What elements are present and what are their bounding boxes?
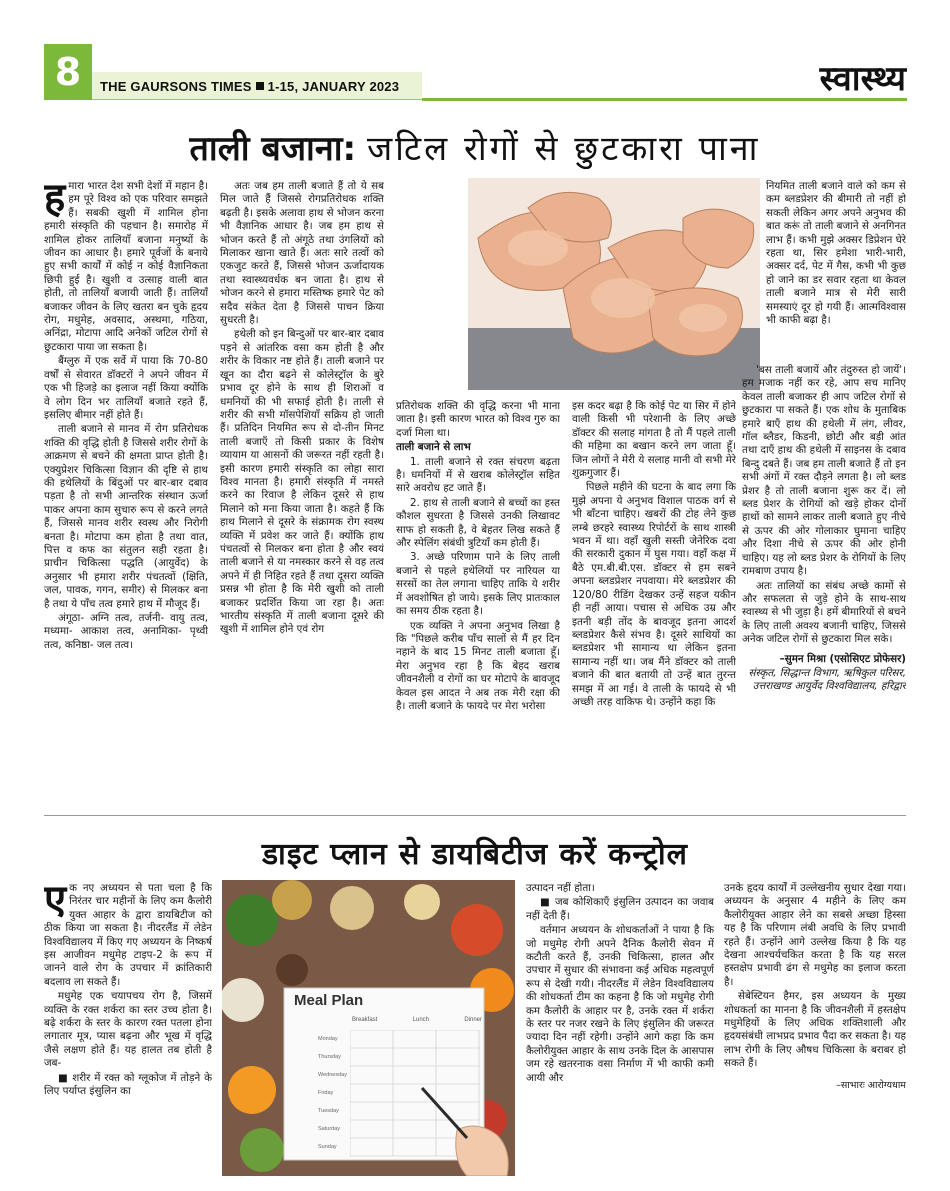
subheading: ताली बजाने से लाभ xyxy=(396,441,471,454)
article1-column-4 xyxy=(572,400,736,800)
article-separator xyxy=(44,815,906,816)
paragraph: ■ शरीर में रक्त को ग्लूकोज में तोड़ने के लिए पर्याप्त इंसुलिन का xyxy=(44,1071,212,1098)
page-number: 8 xyxy=(44,44,92,100)
paragraph: मधुमेह एक चयापचय रोग है, जिसमें व्यक्ति के रक्त शर्करा का स्तर उच्च होता है। बढ़े शर्करा के स्तर के कारण रक्त पतला होना लगातार मूत्र, प्यास बढ़ना और भूख में वृद्धि जैसे लक्षण होते हैं। यह हालत तब होती है जब- xyxy=(44,990,212,1070)
masthead xyxy=(100,79,399,94)
meal-column: Breakfast xyxy=(352,1017,378,1023)
paragraph: पिछले महीने की घटना के बाद लगा कि मुझे अपना ये अनुभव विशाल पाठक वर्ग से भी बाँटना चाहिए। खबरों की टोह लेने कुछ लम्बे छरहरे स्वास्थ्य रिपोर्टरों के साथ शास्त्री भवन में था। वहाँ खुली सस्ती जेनेरिक दवा की सरकारी दुकान में घुस गया। वहाँ कक्ष में बैठे एम.बी.बी.एस. डॉक्टर से हम सबने अपना ब्लडप्रेशर नपवाया। मेरे ब्लडप्रेशर की 120/80 रीडिंग देखकर उन्हें सहज यकीन ही नहीं आया। पचास से अधिक उम्र और इतनी बड़ी तोंद के बावजूद इतना आदर्श ब्लडप्रेशर कैसे संभव है। दूसरे साथियों का ब्लडप्रेशर भी सामान्य था लेकिन इतना सामान्य नहीं था। जब मैंने डॉक्टर को ताली बजाने की बात बतायी तो उन्हें बात तुरन्त समझ में आ गई। वे ताली के फायदे से भी अच्छी तरह वाकिफ थे। उन्होंने कहा कि xyxy=(572,481,736,708)
meal-day: Wednesday xyxy=(318,1072,347,1078)
paragraph: वर्तमान अध्ययन के शोधकर्ताओं ने पाया है कि जो मधुमेह रोगी अपने दैनिक कैलोरी सेवन में कटौती करते हैं, उनकी चिकित्सा, हालत और उपचार में सुधार की संभावना कई अधिक महत्वपूर्ण रूप से देखी गयी। नीदरलैंड में लेडेन विश्वविद्यालय की शोधकर्ता टीम का कहना है कि जो मधुमेह रोगी कम कैलोरी के आहार पर है, उनके रक्त में शर्करा के स्तर पर नजर रखने के लिए इंसुलिन की जरूरत ज्यादा दिन नहीं रहेगी। उन्होंने आगे कहा कि कम कैलोरीयुक्त आहार के साथ उनके दिल के आसपास जम रहे खतरनाक वसा निर्माण में भी काफी कमी आयी और xyxy=(526,924,714,1084)
paragraph: एक नए अध्ययन से पता चला है कि निरंतर चार महीनों के लिए कम कैलोरी युक्त आहार के द्वारा डायबिटीज को ठीक किया जा सकता है। नीदरलैंड में लेडेन विश्वविद्यालय में किए गए अध्ययन के निष्कर्ष इस आजीवन मधुमेह टाइप-2 के रूप में जानने वाले रोग के उपचार में क्रांतिकारी बदलाव ला सकते हैं। xyxy=(44,882,212,988)
clapping-hands-photo xyxy=(468,178,760,390)
paragraph: अतः तालियों का संबंध अच्छे कामों से और सफलता से जुड़े होने के साथ-साथ स्वास्थ्य से भी जुड़ा है। हमें बीमारियों से बचने के लिए ताली अवश्य बजानी चाहिए, जिससे अनेक जटिल रोगों से छुटकारा मिल सके। xyxy=(742,579,906,646)
meal-column: Dinner xyxy=(464,1017,482,1023)
meal-plan-title: Meal Plan xyxy=(294,992,364,1009)
paragraph: हमारा भारत देश सभी देशों में महान है। हम पूरे विश्व को एक परिवार समझते हैं। सबकी खुशी में शामिल होना हमारी संस्कृति की पहचान है। समारोह में शामिल होकर तालियाँ बजाना मनुष्यों के जीवन का आधार है। हमारे पूर्वजों के बनाये हुए सभी कार्यों में कोई न कोई वैज्ञानिकता छिपी हुई है। खुशी व उत्साह वाली बात होती, तो तालियाँ बजायी जाती हैं। तालियाँ बजाकर जीवन के लिए खतरा बन चुके हृदय रोग, मधुमेह, अवसाद, अस्थमा, गठिया, अनिंद्रा, मोटापा आदि अनेकों जटिल रोगों से छुटकारा पाया जा सकता है। xyxy=(44,180,208,353)
article1-column-1 xyxy=(44,180,208,770)
article2-column-2 xyxy=(526,882,714,1182)
meal-plan-columns xyxy=(352,1017,482,1023)
paragraph: 1. ताली बजाने से रक्त संचरण बढ़ता है। धमनियों में से खराब कोलेस्ट्रॉल सहित सारे अवरोध हट जाते हैं। xyxy=(396,455,560,495)
meal-day: Monday xyxy=(318,1036,338,1042)
drop-cap: ह xyxy=(44,180,66,221)
article1-headline xyxy=(44,124,906,170)
paragraph: सेबेस्टियन हैमर, इस अध्ययन के मुख्य शोधकर्ता का मानना है कि जीवनशैली में हस्तक्षेप मधुमेहियों के लिए अधिक शक्तिशाली और हृदयसंबंधी लाभप्रद प्रभाव पैदा कर सकता है। यह लाभ रोगी के लिए औषध चिकित्सा के बराबर हो सकते हैं। xyxy=(724,990,906,1070)
meal-plan-photo xyxy=(222,880,515,1176)
article1-column-5-top xyxy=(766,180,906,362)
paragraph: एक व्यक्ति ने अपना अनुभव लिखा है कि "पिछले करीब पाँच सालों से मैं हर दिन नहाने के बाद 15 मिनट ताली बजाता हूँ। मेरा अनुभव रहा है कि बेहद खराब जीवनशैली व रोगों का घर मोटापे के बावजूद केवल इस आदत ने अब तक मेरी रक्षा की है। ताली बजाने के फायदे पर मेरा भरोसा xyxy=(396,619,560,712)
pen-hand-icon xyxy=(417,1080,515,1176)
headline-bold: ताली बजाना: xyxy=(189,129,357,169)
paragraph: ताली बजाने से मानव में रोग प्रतिरोधक शक्ति की वृद्धि होती है जिससे शरीर रोगों के आक्रमण से बचने की क्षमता प्राप्त होती है। एक्युप्रेशर चिकित्सा विज्ञान की दृष्टि से हाथ की हथेलियों के बिंदुओं पर बार-बार दबाव पड़ता है तो सभी आन्तरिक संस्थान ऊर्जा पाकर अपना काम सुचारु रूप से करने लगते हैं, जिससे मानव शरीर स्वस्थ और निरोगी बनता है। मोटापा कम होता है तथा वात, पित्त व कफ का संतुलन सही रहता है। प्राचीन चिकित्सा पद्धति (आयुर्वेद) के अनुसार भी हमारा शरीर पंचतत्वों (क्षिति, जल, पावक, गगन, समीर) से मिलकर बना है तथा ये पाँच तत्व हमारे हाथ में मौजूद हैं। xyxy=(44,423,208,610)
paragraph: अंगूठा- अग्नि तत्व, तर्जनी- वायु तत्व, मध्यमा- आकाश तत्व, अनामिका- पृथ्वी तत्व, कनिष्ठा- जल तत्व। xyxy=(44,612,208,651)
meal-plan-days xyxy=(318,1030,347,1156)
paragraph: नियमित ताली बजाने वाले को कम से कम ब्लडप्रेशर की बीमारी तो नहीं हो सकती लेकिन अगर अपने अनुभव की बात करूं तो ताली बजाने से अनगिनत लाभ हैं। कभी मुझे अक्सर डिप्रेशन घेरे रहता था, सिर हमेशा भारी-भारी, अक्सर दर्द, पेट में गैस, कभी भी कुछ हो जाने का डर सवार रहता था केवल ताली बजाने मात्र से मेरी सारी समस्याएं दूर हो गयी हैं। आत्मविश्वास भी काफी बढ़ा है। xyxy=(766,180,906,327)
paragraph: बैंग्लुरु में एक सर्वे में पाया कि 70-80 वर्षों से सेवारत डॉक्टरों ने अपने जीवन में एक भी हिजड़े का इलाज नहीं किया क्योंकि वे लोग दिन भर तालियाँ बजाते रहते हैं, इसलिए बीमार नहीं होते हैं। xyxy=(44,355,208,421)
clapping-hands-icon xyxy=(468,178,760,390)
meal-day: Tuesday xyxy=(318,1108,339,1114)
article1-column-2 xyxy=(220,180,384,770)
article1-column-5 xyxy=(742,364,906,804)
headline-light: जटिल रोगों से छुटकारा पाना xyxy=(366,129,761,169)
author-affiliation: संस्कृत, सिद्धान्त विभाग, ऋषिकुल परिसर, उत्तराखण्ड आयुर्वेद विश्वविद्यालय, हरिद्वार xyxy=(748,666,906,693)
section-title: स्वास्थ्य xyxy=(819,59,906,99)
paragraph: 2. हाथ से ताली बजाने से बच्चों का हस्त कौशल सुधरता है जिससे उनकी लिखावट साफ हो सकती है, वे बेहतर लिख सकते हैं और स्पेलिंग संबंधी त्रुटियाँ कम होती हैं। xyxy=(396,496,560,550)
article2-column-1 xyxy=(44,882,212,1182)
meal-day: Saturday xyxy=(318,1126,341,1132)
article2-column-3 xyxy=(724,882,906,1182)
drop-cap: ए xyxy=(44,882,67,923)
meal-day: Thursday xyxy=(318,1054,341,1060)
paragraph: हथेली को इन बिन्दुओं पर बार-बार दबाव पड़ने से आंतरिक वसा कम होती है और शरीर के विकार नष्ट होते हैं। ताली बजाने पर खून का दौरा बढ़ने से कोलेस्ट्रॉल के बुरे प्रभाव दूर होने के साथ ही शिराओं व धमनियों की भी सफाई होती है। ताली से शरीर की सभी मॉसपेशियाँ सक्रिय हो जाती हैं। प्रतिदिन नियमित रूप से दो-तीन मिनट ताली बजाएँ तो किसी प्रकार के विशेष व्यायाम या आसनों की जरूरत नहीं रहती है। इसी कारण हमारी संस्कृति का लोहा सारा विश्व मानता है। हमारी संस्कृति में नमस्ते करने का रिवाज है लेकिन दूसरे से हाथ मिलाने को मना किया जाता है। कहते हैं कि हाथ मिलाने से दूसरे के संक्रामक रोग स्वस्थ व्यक्ति में प्रवेश कर जाते हैं। क्योंकि हाथ पंचतत्वों से मिलकर बना होता है और स्वयं ताली बजाने से या नमस्कार करने से वह तत्व अपने में ही निहित रहते हैं तथा दूसरा व्यक्ति प्रसन्न भी होता है कि मेरी खुशी को ताली बजाकर प्रदर्शित किया जा रहा है। अतः भारतीय संस्कृति में ताली बजाना दूसरे की खुशी में शामिल होने एवं रोग xyxy=(220,328,384,636)
paragraph: उनके हृदय कार्यों में उल्लेखनीय सुधार देखा गया। अध्ययन के अनुसार 4 महीने के लिए कम कैलोरीयुक्त आहार लेने का सबसे अच्छा हिस्सा यह है कि परिणाम लंबी अवधि के लिए प्रभावी रहते हैं। उन्होंने आगे उल्लेख किया है कि यह देखना आश्चर्यचकित करता है कि यह सरल हस्तक्षेप प्रभावी ढंग से मधुमेह का इलाज करता है। xyxy=(724,882,906,988)
source-credit: –साभारः आरोग्यधाम xyxy=(836,1079,906,1091)
square-bullet-icon xyxy=(256,82,264,90)
paragraph: अतः जब हम ताली बजाते हैं तो ये सब मिल जाते हैं जिससे रोगप्रतिरोधक शक्ति बढ़ती है। इसके अलावा हाथ से भोजन करना भी वैज्ञानिक आधार है। जब हम हाथ से भोजन करते हैं तो अंगूठे तथा उंगलियों को मिलाकर खाना खाते हैं। अतः सारे तत्वों को एकजुट करते हैं, जिससे भोजन ऊर्जादायक तथा स्वास्थ्यवर्धक बन जाता है। हाथ से भोजन करने से हमारा मस्तिष्क हमारे पेट को सदैव संकेत देता है जिससे पाचन क्रिया सुधरती है। xyxy=(220,180,384,327)
paragraph: इस कदर बढ़ा है कि कोई पेट या सिर में होने वाली किसी भी परेशानी के लिए अच्छे डॉक्टर की सलाह मांगता है तो मैं पहले ताली की महिमा का बखान करने लग जाता हूँ। जिन लोगों ने मेरी ये सलाह मानी वो सभी मेरे शुक्रगुजार हैं। xyxy=(572,400,736,480)
issue-date: 1-15, JANUARY 2023 xyxy=(267,79,400,94)
article1-column-3 xyxy=(396,400,560,800)
article2-headline: डाइट प्लान से डायबिटीज करें कन्ट्रोल xyxy=(262,837,688,872)
paragraph: उत्पादन नहीं होता। xyxy=(526,882,595,894)
paragraph: ■ जब कोशिकाएँ इंसुलिन उत्पादन का जवाब नहीं देती हैं। xyxy=(526,896,714,922)
author-byline: –सुमन मिश्रा (एसोसिएट प्रोफेसर) xyxy=(779,652,906,665)
paragraph: 3. अच्छे परिणाम पाने के लिए ताली बजाने से पहले हथेलियों पर नारियल या सरसों का तेल लगाना चाहिए ताकि ये शरीर में अवशोषित हो जाये। इसके लिए प्रातःकाल का समय ठीक रहता है। xyxy=(396,551,560,618)
meal-day: Friday xyxy=(318,1090,334,1096)
paragraph: 'बस ताली बजायें और तंदुरुस्त हो जायें'। हम मजाक नहीं कर रहे, आप सच मानिए केवल ताली बजाकर ही आप जटिल रोगों से छुटकारा पा सकते हैं। एक शोध के मुताबिक हमारे बाएँ हाथ की हथेली में लंग, लीवर, गॉल ब्लैडर, किडनी, छोटी और बड़ी आंत तथा दाएँ हाथ की हथेली में साइनस के दबाव बिन्दु दबते हैं। जब हम ताली बजाते हैं तो इन सभी अंगों में रक्त दौड़ने लगता है। लो ब्लड प्रेशर है तो ताली बजाना शुरू कर दें। लो ब्लड प्रेशर के रोगियों को खड़े होकर दोनों हाथों को सामने लाकर ताली बजाते हुए नीचे से ऊपर की ओर गोलाकार घुमाना चाहिए और दिशा नीचे से ऊपर की ओर होनी चाहिए। यह लो ब्लड प्रेशर के रोगियों के लिए रामबाण उपाय है। xyxy=(742,364,906,578)
meal-column: Lunch xyxy=(412,1017,430,1023)
publication-name: THE GAURSONS TIMES xyxy=(100,79,252,94)
paragraph: प्रतिरोधक शक्ति की वृद्धि करना भी माना जाता है। इसी कारण भारत को विश्व गुरु का दर्जा मिला था। xyxy=(396,400,560,439)
meal-day: Sunday xyxy=(318,1144,337,1150)
